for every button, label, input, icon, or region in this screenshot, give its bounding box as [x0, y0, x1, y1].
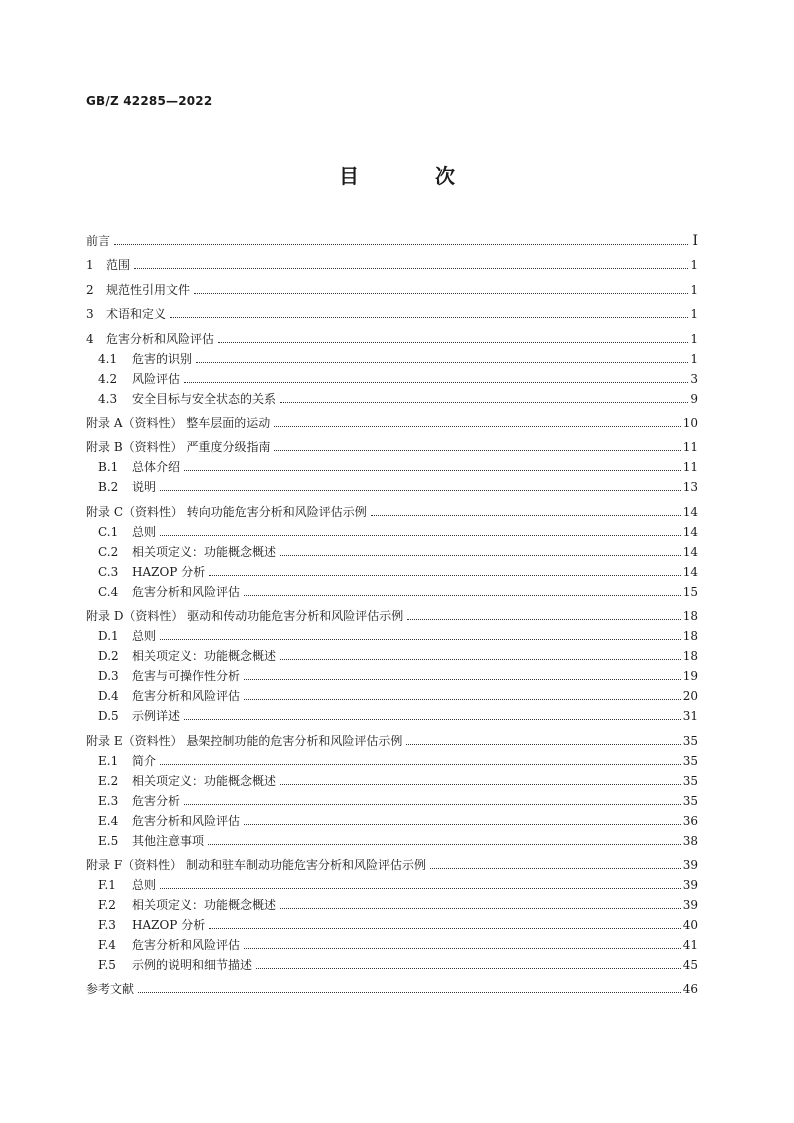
dot-leader [160, 535, 681, 536]
toc-entry-label [86, 814, 240, 828]
document-code: GB/Z 42285—2022 [86, 94, 213, 108]
dot-leader [256, 968, 681, 969]
toc-entry-text: 其他注意事项 [132, 833, 205, 848]
toc-entry-page: 39 [682, 877, 698, 892]
toc-entry-page: 38 [682, 833, 698, 848]
toc-entry-label [86, 794, 180, 808]
toc-entry-text: 术语和定义 [106, 307, 167, 322]
toc-entry-text: 危害分析和风险评估 [132, 937, 241, 952]
toc-entry[interactable] [86, 519, 698, 539]
toc-entry-label [86, 440, 270, 454]
dot-leader [184, 804, 681, 805]
toc-entry-page: 1 [690, 282, 698, 297]
toc-entry-number: D.4 [98, 689, 119, 704]
toc-entry[interactable] [86, 808, 698, 828]
dot-leader [209, 575, 681, 576]
toc-entry-page: 19 [682, 669, 698, 684]
toc-entry-page: 14 [682, 504, 698, 519]
toc-entry[interactable] [86, 703, 698, 723]
toc-entry[interactable] [86, 539, 698, 559]
toc-entry-page: 40 [682, 917, 698, 932]
table-of-contents [86, 228, 698, 996]
toc-entry-text: 危害分析和风险评估 [132, 813, 241, 828]
toc-entry-page: 14 [682, 544, 698, 559]
toc-entry-label [86, 565, 205, 579]
dot-leader [244, 699, 681, 700]
dot-leader [208, 844, 681, 845]
dot-leader [430, 868, 681, 869]
toc-entry-page: 18 [682, 609, 698, 624]
dot-leader [274, 426, 680, 427]
toc-entry-number: F.1 [98, 877, 116, 892]
toc-entry-label [86, 649, 276, 663]
toc-entry-label [86, 585, 240, 599]
toc-entry-number: 3 [86, 307, 94, 322]
toc-entry-text: 规范性引用文件 [106, 282, 191, 297]
toc-entry-page: 14 [682, 564, 698, 579]
toc-entry-text: 总则 [132, 629, 157, 644]
toc-entry-label [86, 774, 276, 788]
toc-entry-text: 参考文献 [86, 982, 135, 997]
toc-entry-number: C.1 [98, 524, 119, 539]
toc-entry-label [86, 982, 134, 996]
toc-entry-page: 1 [690, 307, 698, 322]
toc-entry[interactable] [86, 494, 698, 518]
toc-entry-page: 14 [682, 524, 698, 539]
toc-entry-text: 附录 F（资料性） 制动和驻车制动功能危害分析和风险评估示例 [86, 857, 426, 872]
toc-entry-number: D.2 [98, 649, 119, 664]
dot-leader [371, 515, 681, 516]
toc-entry-label [86, 689, 240, 703]
toc-entry-label [86, 898, 276, 912]
toc-entry-page: Ⅰ [692, 233, 698, 249]
dot-leader [280, 402, 688, 403]
dot-leader [194, 293, 688, 294]
toc-entry-text: 危害分析和风险评估 [106, 331, 215, 346]
toc-entry-number: D.3 [98, 669, 119, 684]
toc-entry[interactable] [86, 912, 698, 932]
page-title: 目 次 [339, 164, 483, 188]
toc-entry-page: 35 [682, 793, 698, 808]
toc-entry-number: E.4 [98, 813, 119, 828]
toc-entry-page: 1 [690, 331, 698, 346]
toc-entry-text: 范围 [106, 258, 131, 273]
toc-entry-text: 相关项定义：功能概念概述 [132, 544, 277, 559]
dot-leader [280, 659, 681, 660]
toc-entry-label [86, 505, 367, 519]
toc-entry-text: 前言 [86, 234, 111, 248]
toc-entry[interactable] [86, 297, 698, 321]
toc-entry-number: F.2 [98, 897, 116, 912]
toc-entry[interactable] [86, 474, 698, 494]
toc-entry-text: HAZOP 分析 [132, 564, 206, 579]
toc-entry-number: B.2 [98, 480, 119, 495]
dot-leader [196, 362, 688, 363]
toc-entry-page: 18 [682, 649, 698, 664]
toc-entry[interactable] [86, 559, 698, 579]
toc-entry[interactable] [86, 366, 698, 386]
toc-entry[interactable] [86, 872, 698, 892]
toc-entry-page: 11 [682, 460, 698, 475]
dot-leader [244, 948, 681, 949]
dot-leader [114, 244, 688, 245]
toc-entry-page: 39 [682, 897, 698, 912]
toc-entry-text: 危害分析 [132, 793, 181, 808]
toc-entry-label [86, 307, 166, 321]
toc-entry-label [86, 734, 402, 748]
toc-entry[interactable] [86, 228, 698, 248]
toc-entry-page: 35 [682, 733, 698, 748]
toc-entry-number: C.2 [98, 544, 119, 559]
toc-entry[interactable] [86, 848, 698, 872]
dot-leader [407, 619, 680, 620]
toc-entry-label [86, 258, 130, 272]
toc-entry-page: 15 [682, 584, 698, 599]
toc-entry-number: 4.3 [98, 391, 118, 406]
toc-entry-number: F.3 [98, 917, 116, 932]
toc-entry-page: 31 [682, 709, 698, 724]
toc-entry-page: 35 [682, 773, 698, 788]
toc-entry-number: E.2 [98, 773, 119, 788]
toc-entry-page: 3 [690, 371, 698, 386]
toc-entry-page: 41 [682, 937, 698, 952]
dot-leader [170, 317, 688, 318]
dot-leader [244, 824, 681, 825]
toc-entry-label [86, 372, 180, 386]
toc-entry-number: F.5 [98, 957, 116, 972]
toc-entry-text: 相关项定义：功能概念概述 [132, 897, 277, 912]
toc-entry-page: 45 [682, 957, 698, 972]
toc-entry-page: 35 [682, 753, 698, 768]
toc-entry-label [86, 858, 426, 872]
dot-leader [184, 470, 681, 471]
toc-entry-number: D.1 [98, 629, 119, 644]
toc-entry-label [86, 416, 270, 430]
toc-entry-label [86, 480, 156, 494]
toc-entry-label [86, 525, 156, 539]
toc-entry-label [86, 878, 156, 892]
toc-entry-page: 10 [682, 415, 698, 430]
toc-entry-text: HAZOP 分析 [132, 917, 206, 932]
toc-entry[interactable] [86, 932, 698, 952]
toc-entry-number: C.4 [98, 584, 119, 599]
toc-entry-label [86, 545, 276, 559]
toc-entry-label [86, 834, 204, 848]
dot-leader [184, 719, 681, 720]
toc-entry[interactable] [86, 346, 698, 366]
dot-leader [160, 888, 681, 889]
toc-entry[interactable] [86, 430, 698, 454]
toc-entry[interactable] [86, 892, 698, 912]
toc-entry-text: 附录 C（资料性） 转向功能危害分析和风险评估示例 [86, 504, 367, 519]
toc-entry-number: D.5 [98, 709, 119, 724]
toc-entry[interactable] [86, 454, 698, 474]
toc-entry-text: 附录 A（资料性） 整车层面的运动 [86, 415, 271, 430]
toc-entry[interactable] [86, 663, 698, 683]
toc-entry-page: 9 [690, 391, 698, 406]
toc-entry-text: 风险评估 [132, 371, 181, 386]
dot-leader [160, 639, 681, 640]
dot-leader [218, 342, 688, 343]
dot-leader [280, 555, 681, 556]
toc-entry[interactable] [86, 248, 698, 272]
toc-entry[interactable] [86, 952, 698, 972]
toc-entry-label [86, 332, 214, 346]
toc-entry[interactable] [86, 643, 698, 663]
toc-entry-number: 4.2 [98, 371, 118, 386]
dot-leader [160, 764, 681, 765]
toc-entry[interactable] [86, 828, 698, 848]
toc-entry[interactable] [86, 321, 698, 345]
toc-entry[interactable] [86, 406, 698, 430]
toc-entry-text: 危害分析和风险评估 [132, 689, 241, 704]
toc-entry-label [86, 754, 156, 768]
dot-leader [160, 490, 681, 491]
toc-entry[interactable] [86, 788, 698, 808]
toc-entry-label [86, 609, 403, 623]
dot-leader [280, 784, 681, 785]
toc-entry-label [86, 460, 180, 474]
dot-leader [209, 928, 681, 929]
toc-entry[interactable] [86, 972, 698, 996]
toc-entry-number: B.1 [98, 460, 119, 475]
toc-entry-text: 附录 D（资料性） 驱动和传动功能危害分析和风险评估示例 [86, 609, 404, 624]
dot-leader [406, 744, 680, 745]
toc-entry-text: 危害的识别 [132, 351, 193, 366]
toc-entry[interactable] [86, 748, 698, 768]
toc-entry-number: E.1 [98, 753, 119, 768]
toc-entry-text: 相关项定义：功能概念概述 [132, 649, 277, 664]
toc-entry-text: 示例详述 [132, 709, 181, 724]
toc-entry-text: 总体介绍 [132, 460, 181, 475]
toc-entry-number: F.4 [98, 937, 116, 952]
toc-entry[interactable] [86, 683, 698, 703]
toc-entry-label [86, 938, 240, 952]
toc-entry-number: 1 [86, 258, 94, 273]
toc-entry-text: 相关项定义：功能概念概述 [132, 773, 277, 788]
toc-entry[interactable] [86, 723, 698, 747]
toc-entry-number: 4.1 [98, 351, 118, 366]
dot-leader [138, 992, 681, 993]
toc-entry-label [86, 709, 180, 723]
toc-entry-text: 危害分析和风险评估 [132, 584, 241, 599]
toc-entry-text: 附录 E（资料性） 悬架控制功能的危害分析和风险评估示例 [86, 733, 403, 748]
toc-entry-page: 20 [682, 689, 698, 704]
toc-entry-label [86, 629, 156, 643]
toc-entry-text: 示例的说明和细节描述 [132, 957, 253, 972]
toc-entry-page: 11 [682, 440, 698, 455]
toc-entry-number: 4 [86, 331, 94, 346]
toc-entry-page: 1 [690, 258, 698, 273]
toc-entry-page: 18 [682, 629, 698, 644]
toc-entry-number: E.3 [98, 793, 119, 808]
toc-entry-text: 说明 [132, 480, 157, 495]
toc-entry-text: 总则 [132, 524, 157, 539]
toc-entry-number: 2 [86, 282, 94, 297]
toc-entry-label [86, 234, 110, 248]
toc-entry[interactable] [86, 272, 698, 296]
toc-entry-label [86, 958, 252, 972]
toc-entry-page: 46 [682, 982, 698, 997]
toc-entry-label [86, 392, 276, 406]
toc-entry-page: 13 [682, 480, 698, 495]
toc-entry[interactable] [86, 386, 698, 406]
dot-leader [280, 908, 681, 909]
toc-entry-label [86, 283, 190, 297]
dot-leader [134, 268, 688, 269]
dot-leader [244, 595, 681, 596]
toc-entry-text: 危害与可操作性分析 [132, 669, 241, 684]
toc-entry[interactable] [86, 768, 698, 788]
toc-entry-label [86, 918, 205, 932]
toc-entry[interactable] [86, 579, 698, 599]
toc-entry-text: 安全目标与安全状态的关系 [132, 391, 277, 406]
toc-entry-text: 附录 B（资料性） 严重度分级指南 [86, 440, 271, 455]
toc-entry[interactable] [86, 623, 698, 643]
toc-entry-number: E.5 [98, 833, 119, 848]
toc-entry-number: C.3 [98, 564, 119, 579]
toc-entry-label [86, 669, 240, 683]
toc-entry-text: 简介 [132, 753, 157, 768]
toc-entry[interactable] [86, 599, 698, 623]
toc-entry-page: 36 [682, 813, 698, 828]
dot-leader [274, 450, 680, 451]
toc-entry-page: 1 [690, 351, 698, 366]
dot-leader [184, 382, 688, 383]
toc-entry-page: 39 [682, 857, 698, 872]
dot-leader [244, 679, 681, 680]
toc-entry-label [86, 352, 192, 366]
toc-entry-text: 总则 [132, 877, 157, 892]
